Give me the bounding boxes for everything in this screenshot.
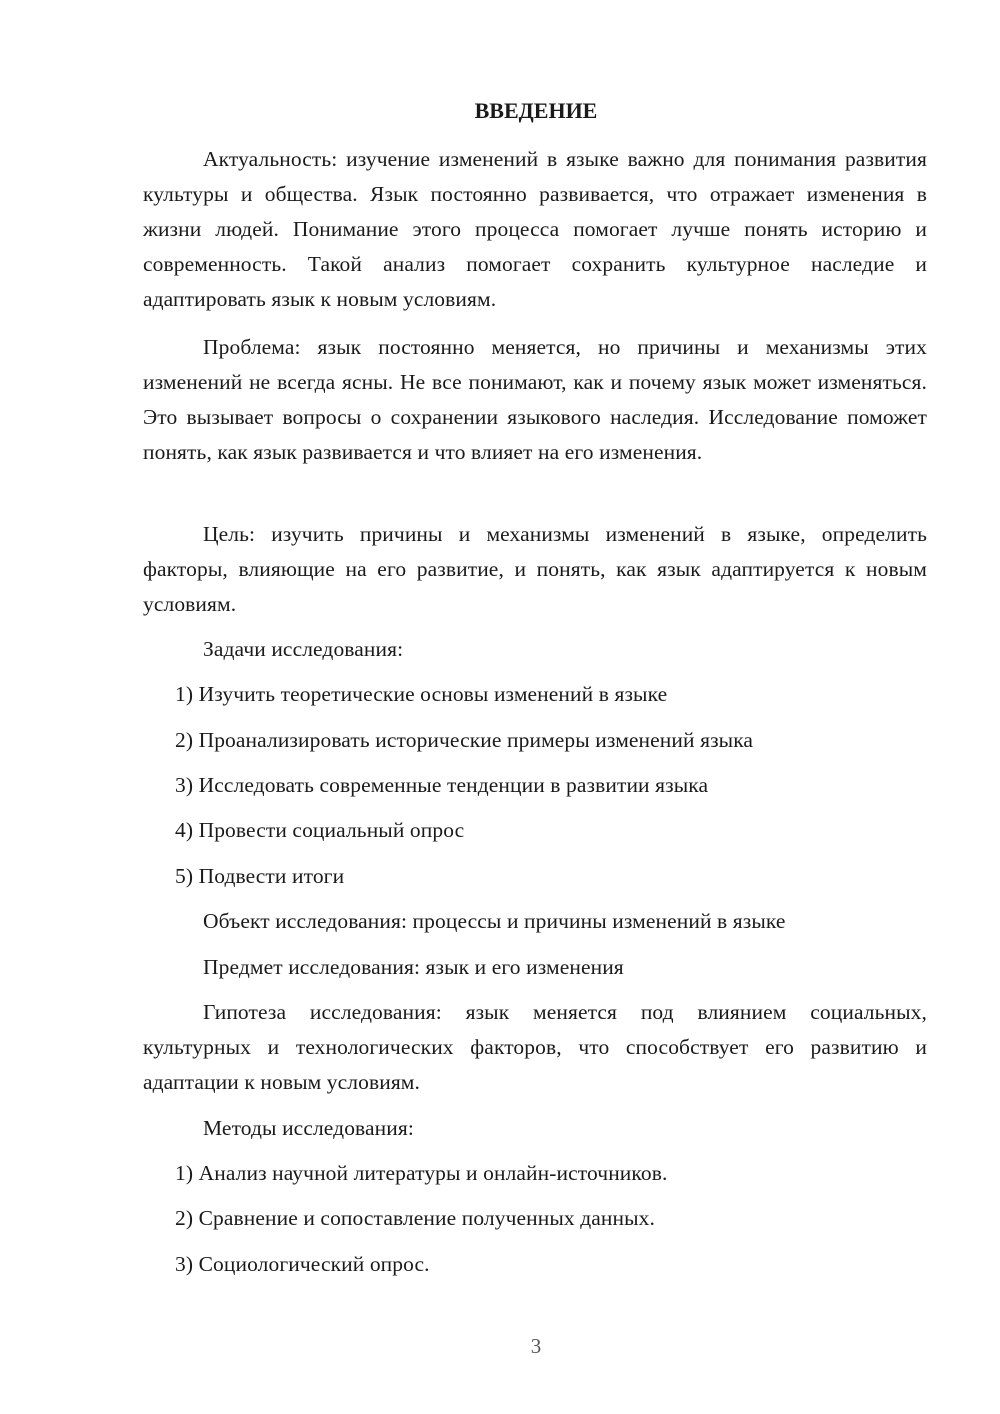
method-item: 3) Социологический опрос. <box>175 1252 430 1276</box>
page-number: 3 <box>530 1334 542 1358</box>
hypothesis-paragraph: Гипотеза исследования: язык меняется под влиянием социальных, культурных и технологических факторов, что способствует его развитию и адаптации к новым условиям. <box>143 1000 927 1094</box>
page-title: ВВЕДЕНИЕ <box>474 98 598 123</box>
subject-line: Предмет исследования: язык и его изменения <box>203 955 624 979</box>
methods-label: Методы исследования: <box>203 1116 414 1140</box>
task-item: 4) Провести социальный опрос <box>175 818 465 842</box>
problem-paragraph: Проблема: язык постоянно меняется, но причины и механизмы этих изменений не всегда ясны. Не все понимают, как и почему язык может изменяться. Это вызывает вопросы о сохранении языкового наследия. Исследование поможет понять, как язык развивается и что влияет на его изменения. <box>143 335 927 464</box>
task-item: 2) Проанализировать исторические примеры изменений языка <box>175 728 754 752</box>
goal-paragraph: Цель: изучить причины и механизмы изменений в языке, определить факторы, влияющие на его развитие, и понять, как язык адаптируется к новым условиям. <box>143 522 927 616</box>
object-line: Объект исследования: процессы и причины изменений в языке <box>203 909 786 933</box>
task-item: 3) Исследовать современные тенденции в развитии языка <box>175 773 709 797</box>
tasks-label: Задачи исследования: <box>203 637 404 661</box>
relevance-paragraph: Актуальность: изучение изменений в языке важно для понимания развития культуры и общества. Язык постоянно развивается, что отражает изменения в жизни людей. Понимание этого процесса помогает лучше понять историю и современность. Такой анализ помогает сохранить культурное наследие и адаптировать язык к новым условиям. <box>143 147 927 311</box>
method-item: 2) Сравнение и сопоставление полученных данных. <box>175 1206 655 1230</box>
task-item: 5) Подвести итоги <box>175 864 345 888</box>
method-item: 1) Анализ научной литературы и онлайн-источников. <box>175 1161 668 1185</box>
task-item: 1) Изучить теоретические основы изменений в языке <box>175 682 668 706</box>
